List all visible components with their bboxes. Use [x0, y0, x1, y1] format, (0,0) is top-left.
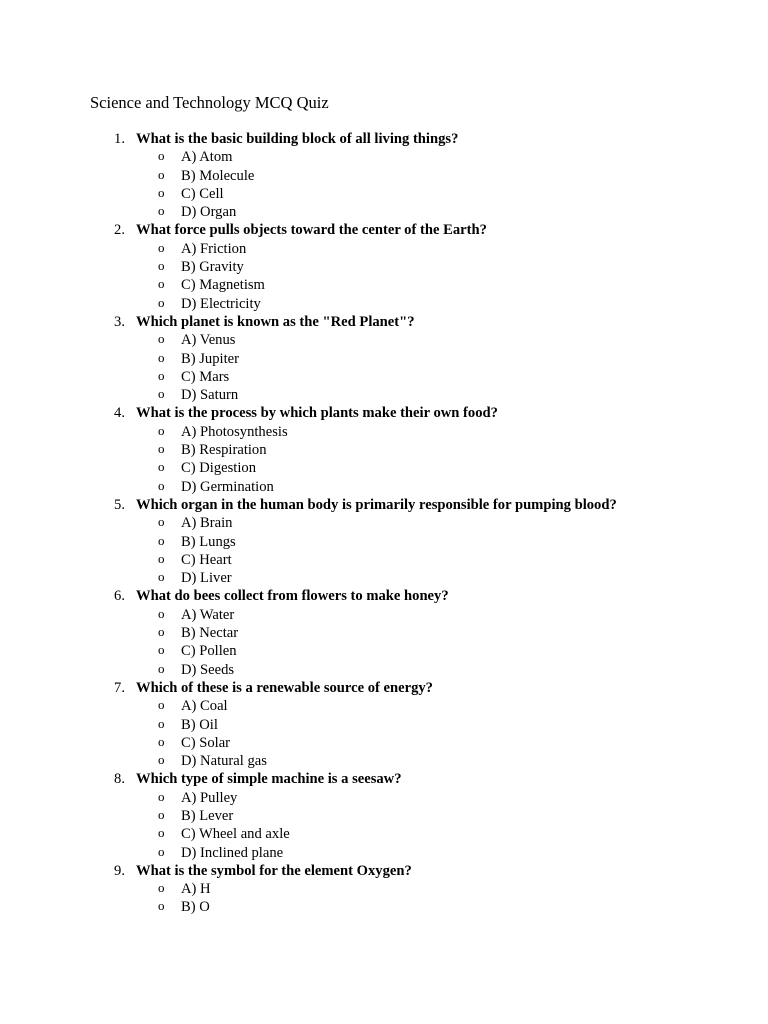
bullet-icon: o [158, 331, 165, 347]
bullet-icon: o [158, 880, 165, 896]
answer-option [0, 533, 768, 551]
bullet-icon: o [158, 367, 165, 383]
question-text: Which of these is a renewable source of energy? [136, 679, 433, 696]
answer-option [0, 551, 768, 569]
option-text: A) Photosynthesis [181, 423, 288, 440]
bullet-icon: o [158, 148, 165, 164]
question-item [0, 404, 768, 422]
answer-option [0, 295, 768, 313]
option-text: A) Coal [181, 698, 228, 715]
answer-option [0, 276, 768, 294]
answer-option [0, 514, 768, 532]
bullet-icon: o [158, 349, 165, 365]
bullet-icon: o [158, 550, 165, 566]
answer-option [0, 350, 768, 368]
question-text: What is the symbol for the element Oxygen? [136, 862, 412, 879]
option-text: C) Heart [181, 551, 232, 568]
option-text: C) Magnetism [181, 277, 265, 294]
question-list [0, 130, 768, 917]
bullet-icon: o [158, 752, 165, 768]
answer-option [0, 185, 768, 203]
bullet-icon: o [158, 624, 165, 640]
answer-option [0, 789, 768, 807]
question-number: 6. [114, 588, 125, 605]
answer-option [0, 825, 768, 843]
option-text: C) Mars [181, 368, 230, 385]
question-text: What is the basic building block of all living things? [136, 131, 459, 147]
option-text: A) Venus [181, 332, 236, 349]
answer-option [0, 734, 768, 752]
question-text: What is the process by which plants make their own food? [136, 405, 498, 422]
answer-option [0, 423, 768, 441]
question-item [0, 770, 768, 788]
option-text: A) Friction [181, 240, 247, 257]
answer-option [0, 807, 768, 825]
bullet-icon: o [158, 258, 165, 274]
option-text: A) H [181, 881, 211, 898]
option-text: C) Pollen [181, 643, 237, 660]
answer-option [0, 898, 768, 916]
option-text: D) Germination [181, 478, 274, 495]
answer-option [0, 844, 768, 862]
bullet-icon: o [158, 239, 165, 255]
option-text: D) Electricity [181, 295, 261, 312]
question-item [0, 862, 768, 880]
question-number: 4. [114, 405, 125, 422]
question-item [0, 587, 768, 605]
option-text: C) Wheel and axle [181, 826, 290, 843]
option-text: B) Lungs [181, 533, 236, 550]
answer-option [0, 368, 768, 386]
option-text: B) O [181, 899, 210, 916]
answer-option [0, 716, 768, 734]
answer-option [0, 148, 768, 166]
answer-option [0, 478, 768, 496]
bullet-icon: o [158, 697, 165, 713]
question-item [0, 313, 768, 331]
question-number: 8. [114, 771, 125, 788]
bullet-icon: o [158, 203, 165, 219]
bullet-icon: o [158, 898, 165, 914]
question-text: Which organ in the human body is primarily responsible for pumping blood? [136, 496, 617, 513]
bullet-icon: o [158, 386, 165, 402]
option-text: D) Liver [181, 570, 232, 587]
answer-option [0, 606, 768, 624]
bullet-icon: o [158, 605, 165, 621]
bullet-icon: o [158, 166, 165, 182]
answer-option [0, 386, 768, 404]
answer-option [0, 569, 768, 587]
option-text: D) Organ [181, 204, 237, 221]
question-number: 3. [114, 313, 125, 330]
option-text: C) Cell [181, 185, 224, 202]
answer-option [0, 624, 768, 642]
answer-option [0, 203, 768, 221]
option-text: B) Gravity [181, 259, 244, 276]
question-item [0, 496, 768, 514]
answer-option [0, 880, 768, 898]
answer-option [0, 661, 768, 679]
bullet-icon: o [158, 441, 165, 457]
bullet-icon: o [158, 843, 165, 859]
question-number: 1. [114, 131, 125, 147]
option-text: B) Oil [181, 716, 218, 733]
option-text: B) Nectar [181, 625, 239, 642]
bullet-icon: o [158, 184, 165, 200]
option-text: A) Brain [181, 515, 233, 532]
answer-option [0, 258, 768, 276]
bullet-icon: o [158, 806, 165, 822]
option-text: D) Saturn [181, 387, 239, 404]
answer-option [0, 167, 768, 185]
question-number: 9. [114, 862, 125, 879]
option-text: B) Lever [181, 807, 234, 824]
answer-option [0, 697, 768, 715]
question-number: 2. [114, 222, 125, 239]
answer-option [0, 752, 768, 770]
option-text: D) Seeds [181, 661, 235, 678]
option-text: A) Pulley [181, 789, 238, 806]
bullet-icon: o [158, 788, 165, 804]
bullet-icon: o [158, 660, 165, 676]
page-title: Science and Technology MCQ Quiz [90, 93, 329, 112]
bullet-icon: o [158, 642, 165, 658]
question-item [0, 679, 768, 697]
answer-option [0, 441, 768, 459]
question-text: What force pulls objects toward the center of the Earth? [136, 222, 487, 239]
answer-option [0, 459, 768, 477]
option-text: B) Respiration [181, 442, 267, 459]
question-text: Which planet is known as the "Red Planet"? [136, 313, 415, 330]
bullet-icon: o [158, 276, 165, 292]
option-text: D) Inclined plane [181, 844, 284, 861]
option-text: B) Jupiter [181, 350, 239, 367]
question-text: Which type of simple machine is a seesaw? [136, 771, 402, 788]
question-number: 7. [114, 679, 125, 696]
option-text: B) Molecule [181, 167, 255, 184]
question-number: 5. [114, 496, 125, 513]
option-text: A) Water [181, 606, 235, 623]
answer-option [0, 642, 768, 660]
option-text: C) Solar [181, 734, 231, 751]
bullet-icon: o [158, 733, 165, 749]
answer-option [0, 331, 768, 349]
bullet-icon: o [158, 825, 165, 841]
question-item [0, 130, 768, 148]
option-text: D) Natural gas [181, 753, 267, 770]
bullet-icon: o [158, 569, 165, 585]
bullet-icon: o [158, 514, 165, 530]
answer-option [0, 240, 768, 258]
question-item [0, 221, 768, 239]
bullet-icon: o [158, 422, 165, 438]
bullet-icon: o [158, 459, 165, 475]
bullet-icon: o [158, 532, 165, 548]
bullet-icon: o [158, 477, 165, 493]
option-text: A) Atom [181, 149, 233, 166]
bullet-icon: o [158, 294, 165, 310]
bullet-icon: o [158, 715, 165, 731]
option-text: C) Digestion [181, 460, 256, 477]
question-text: What do bees collect from flowers to make honey? [136, 588, 449, 605]
